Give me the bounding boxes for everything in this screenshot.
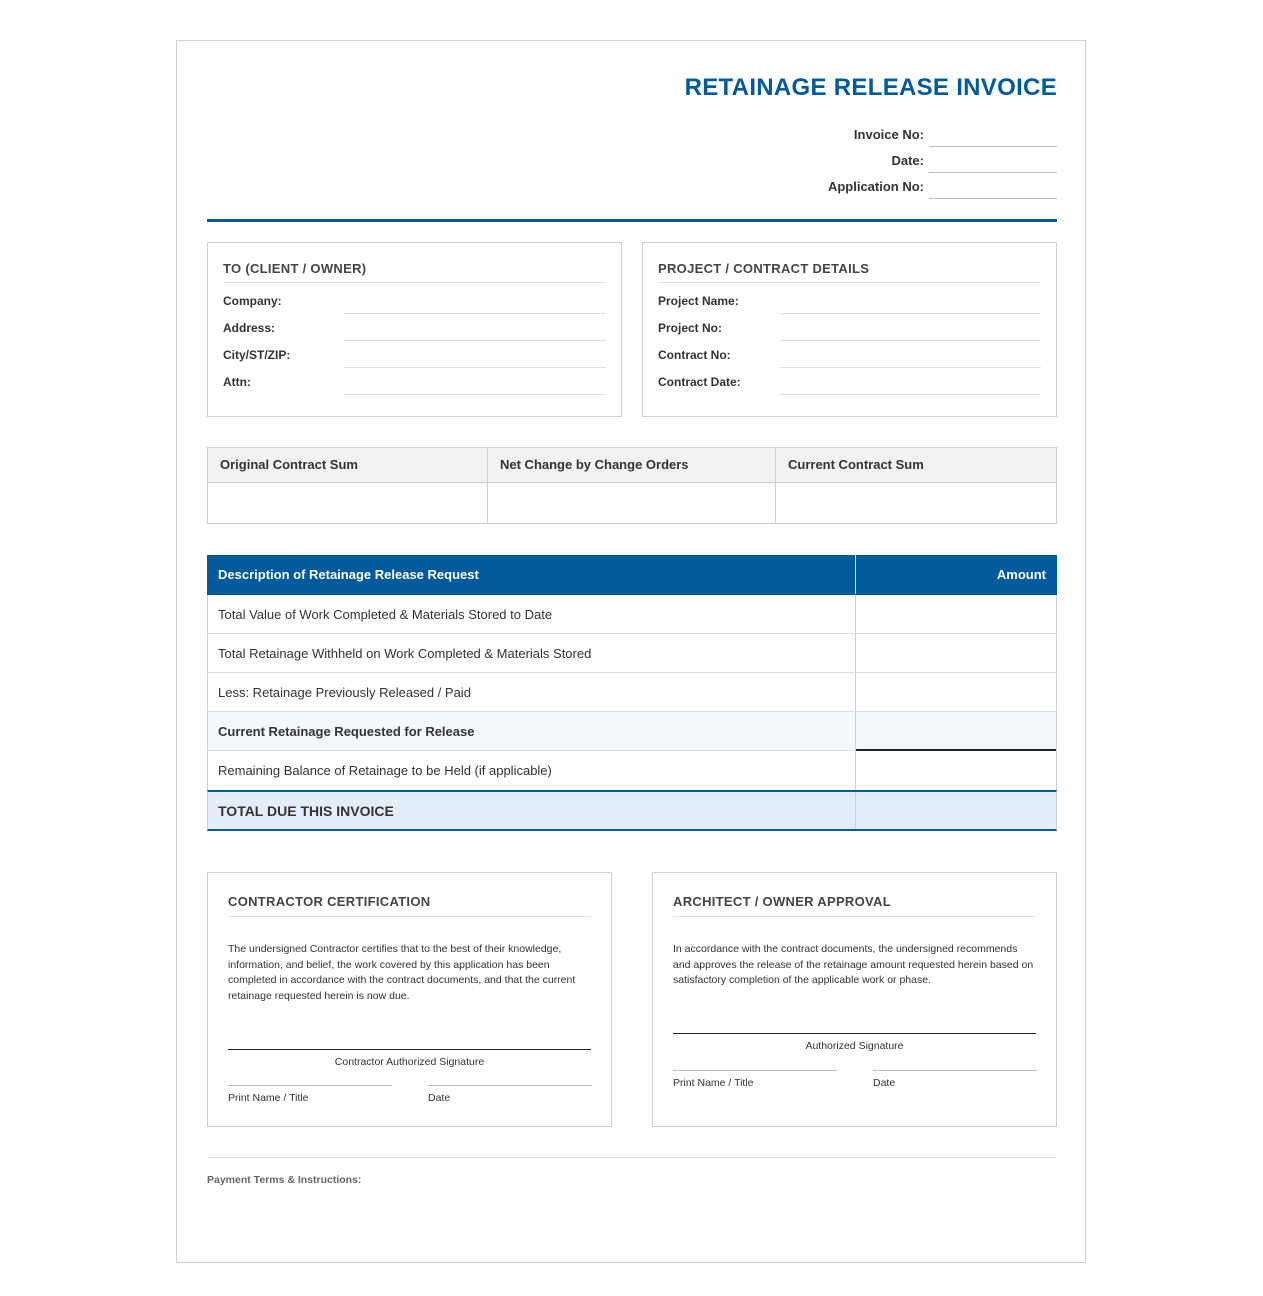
total-due-amount[interactable] — [856, 792, 1056, 829]
project-box-title: PROJECT / CONTRACT DETAILS — [658, 261, 870, 276]
row-amount[interactable] — [856, 634, 1056, 672]
row-amount[interactable] — [856, 595, 1056, 633]
row-description: Total Value of Work Completed & Materials Stored to Date — [208, 595, 856, 633]
owner-signature-line[interactable] — [673, 1033, 1036, 1034]
amount-header: Amount — [996, 567, 1046, 582]
net-change-col — [488, 448, 776, 523]
current-contract-sum-header: Current Contract Sum — [776, 448, 1056, 483]
contract-date-label: Contract Date: — [658, 375, 741, 389]
client-attn-label: Attn: — [223, 375, 251, 389]
client-company-row — [223, 287, 606, 314]
current-contract-sum-col — [776, 448, 1056, 523]
table-row — [207, 595, 1057, 634]
project-name-label: Project Name: — [658, 294, 739, 308]
contract-date-row — [658, 368, 1041, 395]
row-description: Remaining Balance of Retainage to be Held (if applicable) — [208, 751, 856, 790]
retainage-table-header — [207, 555, 1057, 595]
owner-approval-text: In accordance with the contract documents, the undersigned recommends and approves the release of the retainage amount requested herein based on satisfactory completion of the applicable work or phase. — [673, 943, 1034, 986]
client-address-field[interactable] — [344, 314, 606, 341]
invoice-title: RETAINAGE RELEASE INVOICE — [684, 74, 1057, 101]
client-box-title: TO (CLIENT / OWNER) — [223, 261, 367, 276]
invoice-no-row — [797, 121, 1057, 147]
table-row — [207, 673, 1057, 712]
project-no-row — [658, 314, 1041, 341]
owner-print-name-line[interactable] — [673, 1070, 837, 1071]
table-row — [207, 751, 1057, 790]
date-row — [797, 147, 1057, 173]
total-due-label: TOTAL DUE THIS INVOICE — [208, 792, 856, 829]
application-no-label: Application No: — [827, 179, 924, 194]
total-due-row — [207, 790, 1057, 831]
row-amount[interactable] — [856, 751, 1056, 790]
owner-approval-box — [652, 872, 1057, 1127]
contractor-date-line[interactable] — [428, 1085, 592, 1086]
header-divider — [207, 219, 1057, 222]
contract-no-field[interactable] — [779, 341, 1041, 368]
payment-terms-label: Payment Terms & Instructions: — [207, 1174, 362, 1186]
contractor-cert-header — [228, 893, 591, 917]
client-box — [207, 242, 622, 417]
invoice-meta — [797, 121, 1057, 199]
payment-divider — [207, 1157, 1057, 1158]
current-contract-sum-cell[interactable] — [776, 483, 1056, 523]
client-attn-row — [223, 368, 606, 395]
client-address-label: Address: — [223, 321, 276, 335]
contractor-signature-line[interactable] — [228, 1049, 591, 1050]
invoice-page — [176, 40, 1086, 1263]
owner-date-line[interactable] — [873, 1070, 1037, 1071]
project-name-row — [658, 287, 1041, 314]
owner-approval-header — [673, 893, 1036, 917]
current-retainage-row — [207, 712, 1057, 751]
client-city-row — [223, 341, 606, 368]
client-address-row — [223, 314, 606, 341]
contractor-print-name-label: Print Name / Title — [228, 1092, 309, 1104]
client-company-label: Company: — [223, 294, 282, 308]
net-change-cell[interactable] — [488, 483, 775, 523]
contract-date-field[interactable] — [779, 368, 1041, 395]
owner-signature-label: Authorized Signature — [805, 1040, 904, 1052]
owner-print-name-label: Print Name / Title — [673, 1077, 754, 1089]
date-label: Date: — [891, 153, 924, 168]
client-city-label: City/ST/ZIP: — [223, 348, 291, 362]
application-no-row — [797, 173, 1057, 199]
contractor-date-label: Date — [428, 1092, 451, 1104]
description-header: Description of Retainage Release Request — [208, 555, 856, 594]
row-description: Total Retainage Withheld on Work Completed & Materials Stored — [208, 634, 856, 672]
row-description: Current Retainage Requested for Release — [208, 712, 856, 750]
client-attn-field[interactable] — [344, 368, 606, 395]
original-contract-sum-header: Original Contract Sum — [208, 448, 487, 483]
project-box-header — [658, 260, 1041, 283]
invoice-no-field[interactable] — [929, 122, 1057, 147]
contractor-certification-box — [207, 872, 612, 1127]
contract-no-row — [658, 341, 1041, 368]
invoice-no-label: Invoice No: — [853, 127, 924, 142]
contract-no-label: Contract No: — [658, 348, 731, 362]
client-box-header — [223, 260, 606, 283]
owner-approval-title: ARCHITECT / OWNER APPROVAL — [673, 894, 891, 909]
contractor-cert-text: The undersigned Contractor certifies that to the best of their knowledge, information, and belief, the work covered by this application has been completed in accordance with the contract documents, and that the current retainage requested herein is now due. — [228, 943, 576, 1002]
original-contract-sum-cell[interactable] — [208, 483, 487, 523]
client-company-field[interactable] — [344, 287, 606, 314]
owner-date-label: Date — [873, 1077, 896, 1089]
project-name-field[interactable] — [779, 287, 1041, 314]
project-no-label: Project No: — [658, 321, 723, 335]
contractor-cert-title: CONTRACTOR CERTIFICATION — [228, 894, 431, 909]
date-field[interactable] — [929, 148, 1057, 173]
original-contract-sum-col — [208, 448, 488, 523]
application-no-field[interactable] — [929, 174, 1057, 199]
retainage-table — [207, 555, 1057, 831]
client-city-field[interactable] — [344, 341, 606, 368]
net-change-header: Net Change by Change Orders — [488, 448, 775, 483]
row-description: Less: Retainage Previously Released / Paid — [208, 673, 856, 711]
row-amount[interactable] — [856, 673, 1056, 711]
project-box — [642, 242, 1057, 417]
contractor-print-name-line[interactable] — [228, 1085, 392, 1086]
row-amount[interactable] — [856, 712, 1056, 751]
contractor-signature-label: Contractor Authorized Signature — [334, 1056, 485, 1068]
contract-sums-table — [207, 447, 1057, 524]
project-no-field[interactable] — [779, 314, 1041, 341]
table-row — [207, 634, 1057, 673]
